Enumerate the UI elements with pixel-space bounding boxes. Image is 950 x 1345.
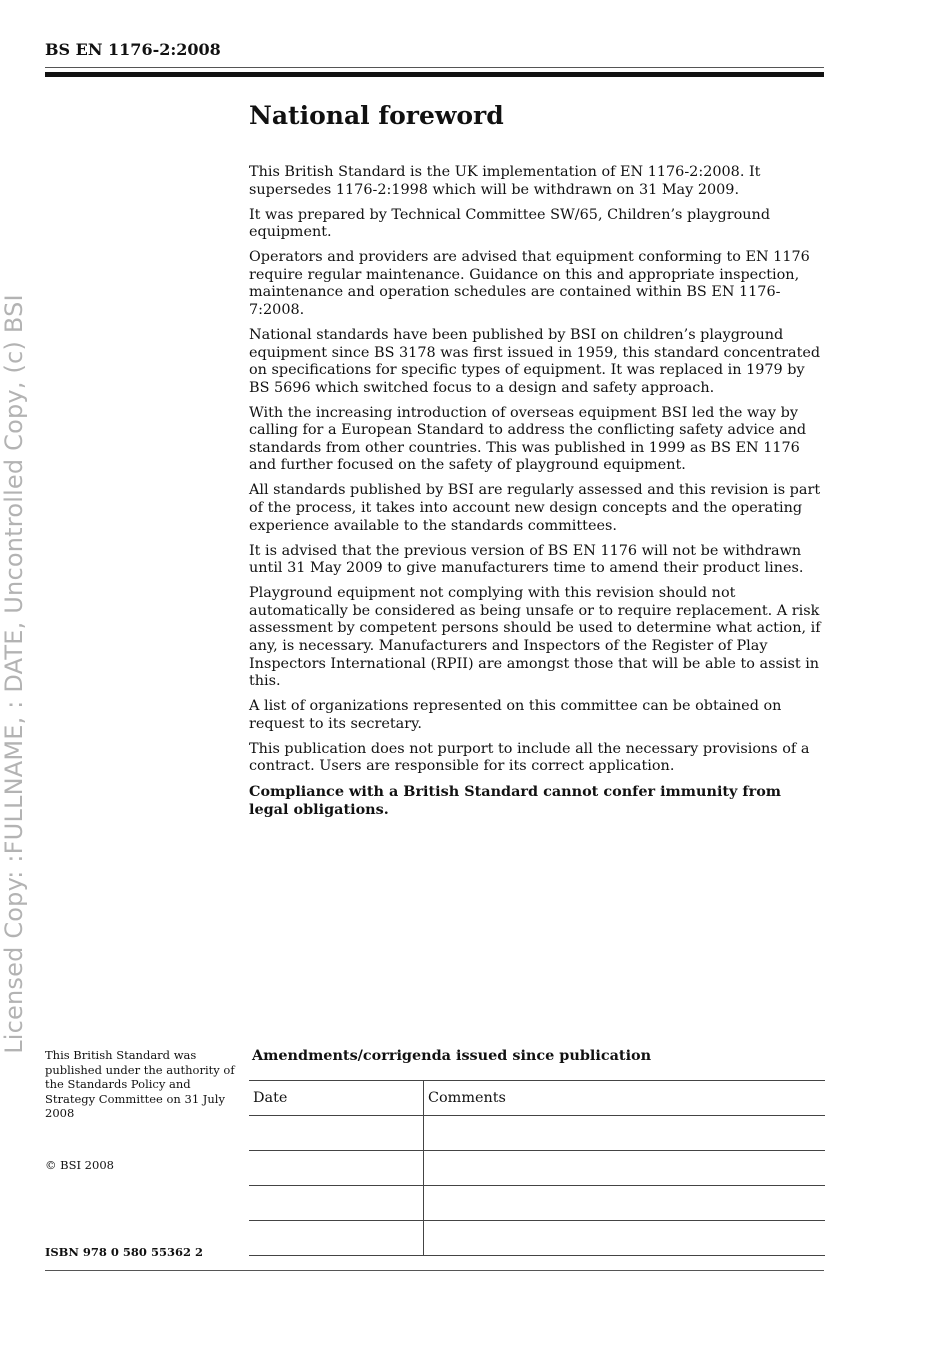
table-row [249,1151,825,1186]
foreword-body [249,164,824,826]
paragraph: All standards published by BSI are regularly assessed and this revision is part of the process, it takes into account new design concepts and the operating experience available to the standards committees. [249,482,821,534]
table-row [249,1186,825,1221]
paragraph: With the increasing introduction of overseas equipment BSI led the way by calling for a European Standard to address the conflicting safety advice and standards from other countries. This was published in 1999 as BS EN 1176 and further focused on the safety of playground equipment. [249,404,807,474]
paragraph: National standards have been published by BSI on children’s playground equipment since BS 3178 was first issued in 1959, this standard concentrated on specifications for specific types of equipment. It was replaced in 1979 by BS 5696 which switched focus to a design and safety approach. [249,326,821,396]
amendments-heading: Amendments/corrigenda issued since publication [252,1047,652,1064]
date-cell [249,1186,424,1221]
watermark [0,0,28,1054]
comments-cell [424,1221,826,1256]
compliance-note: Compliance with a British Standard cannot confer immunity from legal obligations. [249,783,782,818]
amendments-table [249,1080,825,1256]
paragraph: It is advised that the previous version of BS EN 1176 will not be withdrawn until 31 May 2009 to give manufacturers time to amend their product lines. [249,542,804,577]
table-row [249,1221,825,1256]
paragraph: Playground equipment not complying with this revision should not automatically be considered as being unsafe or to require replacement. A risk assessment by competent persons should be used to determine what action, if any, is necessary. Manufacturers and Inspectors of the Register of Play Inspectors International (RPII) are amongst those that will be able to assist in this. [249,585,821,690]
table-row [249,1116,825,1151]
watermark-text: Licensed Copy: :FULLNAME, : DATE, Uncontrolled Copy, (c) BSI [0,294,28,1054]
document-id-header: BS EN 1176-2:2008 [45,40,221,59]
column-header-date: Date [249,1081,424,1116]
header-rule-thin [45,67,824,68]
paragraph: It was prepared by Technical Committee SW/65, Children’s playground equipment. [249,206,771,241]
comments-cell [424,1186,826,1221]
column-header-comments: Comments [424,1081,826,1116]
table-header-row [249,1081,825,1116]
paragraph: This publication does not purport to include all the necessary provisions of a contract. Users are responsible for its correct application. [249,740,810,775]
date-cell [249,1116,424,1151]
isbn: ISBN 978 0 580 55362 2 [45,1245,203,1259]
paragraph: This British Standard is the UK implementation of EN 1176-2:2008. It supersedes 1176-2:1998 which will be withdrawn on 31 May 2009. [249,164,761,198]
publication-note: This British Standard was published under the authority of the Standards Policy and Strategy Committee on 31 July 2008 [45,1048,235,1120]
paragraph: Operators and providers are advised that equipment conforming to EN 1176 require regular maintenance. Guidance on this and appropriate inspection, maintenance and operation schedules are contained within BS EN 1176-7:2008. [249,249,810,318]
copyright-notice: © BSI 2008 [45,1158,114,1172]
footer-rule [45,1270,824,1271]
page-title: National foreword [249,101,504,130]
comments-cell [424,1151,826,1186]
header-rule-thick [45,72,824,77]
date-cell [249,1221,424,1256]
comments-cell [424,1116,826,1151]
date-cell [249,1151,424,1186]
paragraph: A list of organizations represented on this committee can be obtained on request to its secretary. [249,698,782,732]
